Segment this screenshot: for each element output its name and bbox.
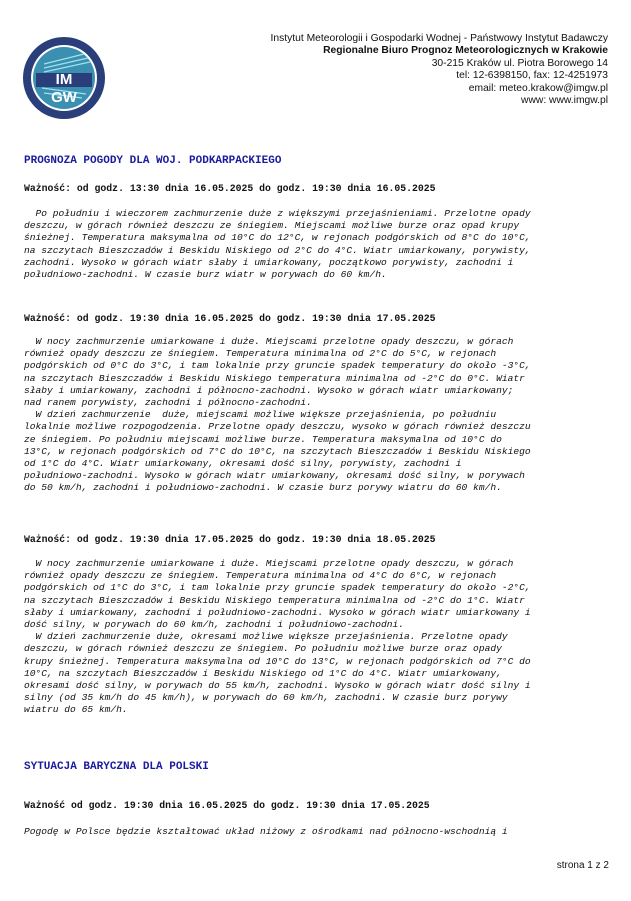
forecast-title: PROGNOZA POGODY DLA WOJ. PODKARPACKIEGO (24, 155, 282, 167)
forecast-text-1: Po południu i wieczorem zachmurzenie duże z większymi przejaśnieniami. Przelotne opady deszczu, w górach również deszczu ze śniegiem. Miejscami możliwe burze oraz opad krupy śnieżnej. Temperatura maksymalna od 10°C do 12°C, w rejonach podgórskich od 8°C do 10°C, na szczytach Bieszczadów i Beskidu Niskiego od 2°C do 4°C. Wiatr umiarkowany, porywisty, zachodni. Wysoko w górach wiatr słaby i umiarkowany, początkowo porywisty, zachodni i południowo-zachodni. W czasie burz wiatr w porywach do 60 km/h. (24, 208, 531, 281)
imgw-logo (22, 36, 106, 120)
forecast-text-2: W nocy zachmurzenie umiarkowane i duże. Miejscami przelotne opady deszczu, w górach również opady deszczu ze śniegiem. Temperatura minimalna od 2°C do 5°C, w rejonach podgórskich od 0°C do 3°C, i tam lokalnie przy gruncie spadek temperatury do około -3°C, na szczytach Bieszczadów i Beskidu Niskiego temperatura minimalna od -2°C do 0°C. Wiatr słaby i umiarkowany, zachodni i północno-zachodni. Wysoko w górach wiatr umiarkowany; nad ranem porywisty, zachodni i północno-zachodni. W dzień zachmurzenie duże, miejscami możliwe większe przejaśnienia, po południu lokalnie możliwe rozpogodzenia. Przelotne opady deszczu, wysoko w górach również deszczu ze śniegiem. Po południu miejscami możliwe burze. Temperatura maksymalna od 10°C do 13°C, w rejonach podgórskich od 7°C do 10°C, na szczytach Bieszczadów i Beskidu Niskiego od 1°C do 4°C. Wiatr umiarkowany, okresami dość silny, porywisty, zachodni i południowo-zachodni. Wysoko w górach wiatr umiarkowany, okresami dość silny, w porywach do 50 km/h, zachodni i południowo-zachodni. W czasie burz porywy wiatru do 60 km/h. (24, 336, 531, 494)
header-email[interactable]: email: meteo.krakow@imgw.pl (468, 82, 608, 94)
header-address: 30-215 Kraków ul. Piotra Borowego 14 (431, 57, 608, 69)
logo-text-top: IM (55, 71, 73, 88)
synoptic-title: SYTUACJA BARYCZNA DLA POLSKI (24, 761, 209, 773)
synoptic-text: Pogodę w Polsce będzie kształtować układ niżowy z ośrodkami nad północno-wschodnią i (24, 826, 508, 837)
logo-text-bottom: GW (51, 89, 77, 106)
forecast-validity-3: Ważność: od godz. 19:30 dnia 17.05.2025 do godz. 19:30 dnia 18.05.2025 (24, 534, 436, 545)
header-phone: tel: 12-6398150, fax: 12-4251973 (456, 70, 608, 82)
forecast-validity-1: Ważność: od godz. 13:30 dnia 16.05.2025 do godz. 19:30 dnia 16.05.2025 (24, 183, 436, 194)
institute-header (188, 33, 608, 107)
forecast-validity-2: Ważność: od godz. 19:30 dnia 16.05.2025 do godz. 19:30 dnia 17.05.2025 (24, 313, 436, 324)
page-number: strona 1 z 2 (556, 860, 609, 871)
synoptic-validity: Ważność od godz. 19:30 dnia 16.05.2025 do godz. 19:30 dnia 17.05.2025 (24, 800, 430, 811)
header-institute-name: Instytut Meteorologii i Gospodarki Wodnej - Państwowy Instytut Badawczy (270, 33, 608, 44)
header-website[interactable]: www: www.imgw.pl (521, 95, 608, 107)
header-office-name: Regionalne Biuro Prognoz Meteorologicznych w Krakowie (323, 45, 608, 57)
forecast-text-3: W nocy zachmurzenie umiarkowane i duże. Miejscami przelotne opady deszczu, w górach również opady deszczu ze śniegiem. Temperatura minimalna od 4°C do 6°C, w rejonach podgórskich od 1°C do 3°C, i tam lokalnie przy gruncie spadek temperatury do około -2°C, na szczytach Bieszczadów i Beskidu Niskiego temperatura minimalna od -2°C do 1°C. Wiatr słaby i umiarkowany, zachodni i południowo-zachodni. Wysoko w górach wiatr umiarkowany i dość silny, w porywach do 60 km/h, zachodni i południowo-zachodni. W dzień zachmurzenie duże, okresami możliwe większe przejaśnienia. Przelotne opady deszczu, w górach również deszczu ze śniegiem. Po południu możliwe burze oraz opady krupy śnieżnej. Temperatura maksymalna od 10°C do 13°C, w rejonach podgórskich od 7°C do 10°C, na szczytach Bieszczadów i Beskidu Niskiego od 1°C do 4°C. Wiatr umiarkowany, okresami dość silny, w porywach do 55 km/h, zachodni. Wysoko w górach wiatr dość silny i silny (od 35 km/h do 45 km/h), w porywach do 60 km/h, zachodni. W czasie burz porywy wiatru do 65 km/h. (24, 558, 531, 716)
